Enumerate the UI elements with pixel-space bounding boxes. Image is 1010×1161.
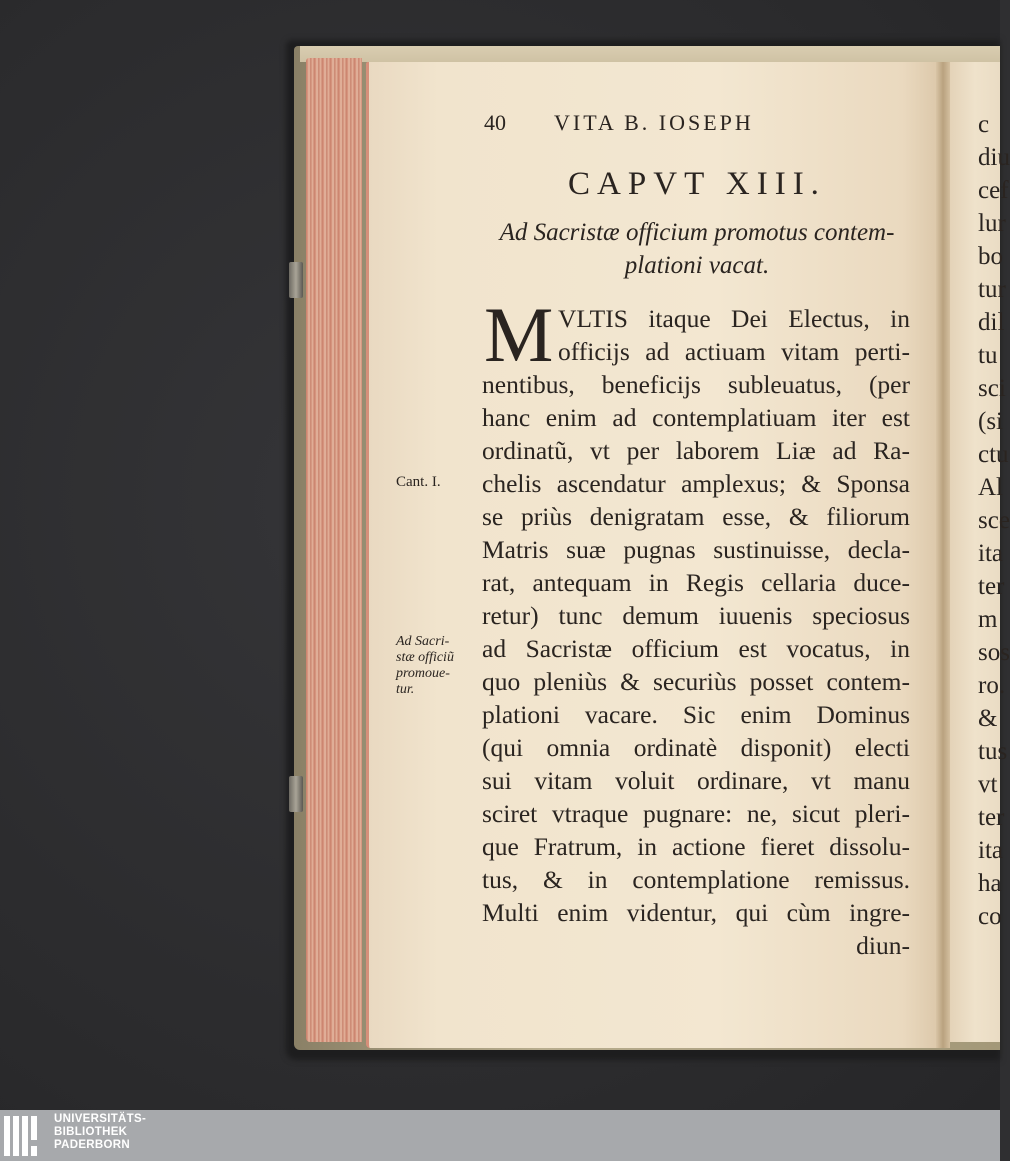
logo-line: UNIVERSITÄTS-	[54, 1113, 147, 1125]
text-line: plationi vacare. Sic enim Dominus	[482, 700, 910, 729]
text-line: Matris suæ pugnas sustinuisse, decla-	[482, 535, 910, 564]
text-line: ordinatũ, vt per laborem Liæ ad Ra-	[482, 436, 910, 465]
right-page-fragment: ita	[978, 540, 1003, 567]
logo-line: BIBLIOTHEK	[54, 1126, 128, 1138]
right-page-fragment: Al	[978, 474, 1003, 501]
right-page-fragment: ctu	[978, 441, 1009, 468]
right-page-fragment: m	[978, 606, 998, 633]
right-page-fragment: &	[978, 705, 998, 732]
text-line: que Fratrum, in actione fieret dissolu-	[482, 832, 910, 861]
right-page-fragment: sce	[978, 507, 1010, 534]
right-page-fragment: tu	[978, 342, 998, 369]
right-page-fragment: ter	[978, 804, 1005, 831]
text-line: nentibus, beneficijs subleuatus, (per	[482, 370, 910, 399]
text-line: (qui omnia ordinatè disponit) electi	[482, 733, 910, 762]
right-page-fragment: ha	[978, 870, 1002, 897]
chapter-subtitle	[484, 216, 910, 282]
right-page-fragment: vt	[978, 771, 998, 798]
margin-note-line: tur.	[396, 682, 415, 697]
text-line: sciret vtraque pugnare: ne, sicut pleri-	[482, 799, 910, 828]
right-page-fragment: cef	[978, 177, 1009, 204]
right-page-fragment: lur	[978, 210, 1006, 237]
library-bars-icon	[4, 1116, 48, 1156]
catchword: diun-	[856, 931, 910, 960]
margin-note-line: Ad Sacri-	[396, 634, 450, 649]
logo-line: PADERBORN	[54, 1139, 130, 1151]
text-line: hanc enim ad contemplatiuam iter est	[482, 403, 910, 432]
margin-note-line: stæ officiũ	[396, 650, 454, 665]
right-page-text	[978, 108, 1010, 933]
subtitle-line: plationi vacat.	[624, 252, 770, 279]
footer-bar	[0, 1110, 1000, 1161]
clasp-icon	[289, 262, 303, 298]
text-line: quo pleniùs & securiùs posset contem-	[482, 667, 910, 696]
margin-note-line: promoue-	[396, 666, 450, 681]
book-gutter	[936, 62, 950, 1048]
right-page-fragment: tus	[978, 738, 1008, 765]
right-page-fragment: ro.	[978, 672, 1006, 699]
text-line: se priùs denigratam esse, & filiorum	[482, 502, 910, 531]
right-page-fragment: sci	[978, 375, 1006, 402]
right-page-fragment: bo	[978, 243, 1003, 270]
body-text	[482, 291, 910, 962]
text-line: tus, & in contemplatione remissus.	[482, 865, 910, 894]
right-page-fragment: ter	[978, 573, 1005, 600]
right-page-fragment: c	[978, 111, 990, 138]
right-page-fragment: sos	[978, 639, 1010, 666]
right-page-fragment: ita	[978, 837, 1003, 864]
page-top-edge	[300, 46, 1000, 62]
library-logo-text	[54, 1113, 146, 1152]
margin-note-cant: Cant. I.	[396, 474, 441, 490]
text-line: rat, antequam in Regis cellaria duce-	[482, 568, 910, 597]
chapter-title: CAPVT XIII.	[568, 166, 826, 202]
text-line: sui vitam voluit ordinare, vt manu	[482, 766, 910, 795]
text-line: retur) tunc demum iuuenis speciosus	[482, 601, 910, 630]
margin-note-sacrista	[396, 634, 454, 698]
right-page-fragment: tur	[978, 276, 1006, 303]
right-page-fragment: dil	[978, 309, 1005, 336]
page-number: 40	[484, 110, 506, 135]
text-line: officijs ad actiuam vitam perti-	[558, 337, 910, 366]
right-page-fragment: co	[978, 903, 1002, 930]
clasp-icon	[289, 776, 303, 812]
text-line: chelis ascendatur amplexus; & Sponsa	[482, 469, 910, 498]
right-page-fragment: diu	[978, 144, 1010, 171]
text-line: ad Sacristæ officium est vocatus, in	[482, 634, 910, 663]
subtitle-line: Ad Sacristæ officium promotus contem-	[499, 219, 895, 246]
text-line: VLTIS itaque Dei Electus, in	[558, 304, 910, 333]
right-page-fragment: (si	[978, 408, 1003, 435]
page-edges	[306, 58, 362, 1042]
running-head-title: VITA B. IOSEPH	[554, 110, 754, 135]
running-head	[484, 110, 924, 140]
drop-cap: M	[484, 291, 554, 378]
text-line: Multi enim videntur, qui cùm ingre-	[482, 898, 910, 927]
